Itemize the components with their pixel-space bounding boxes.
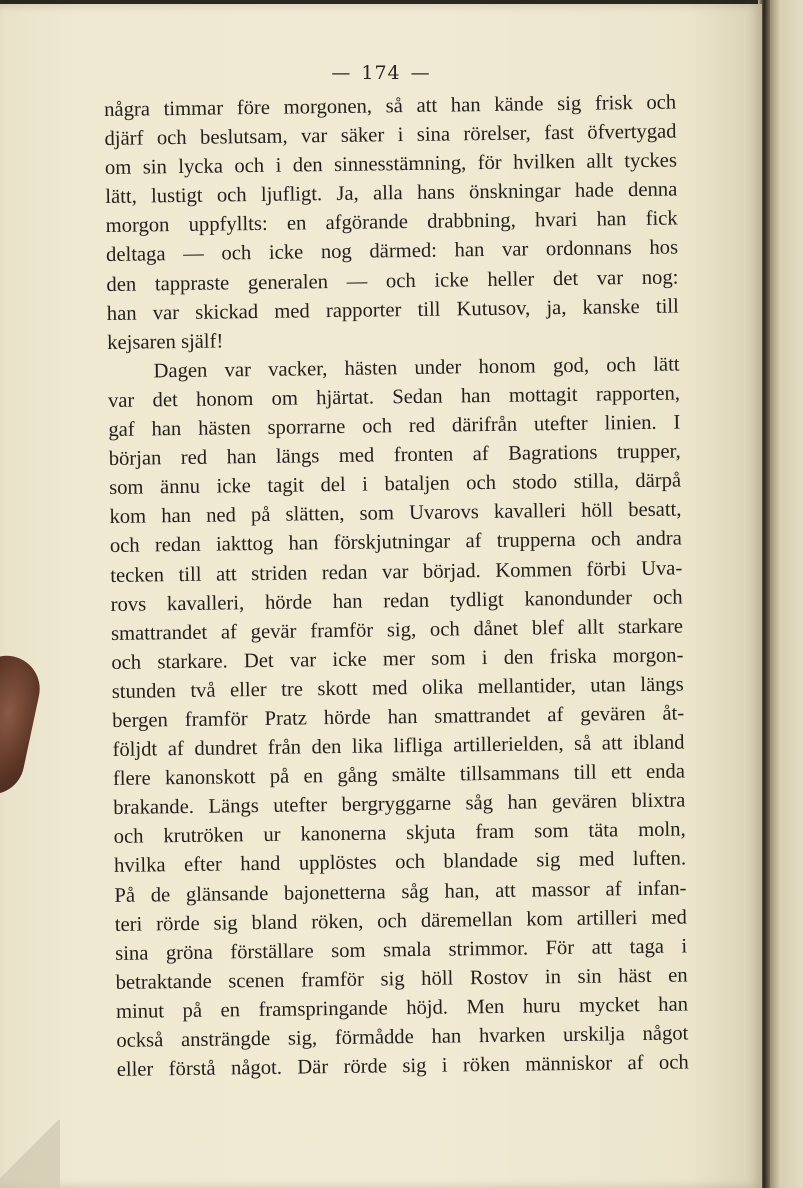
text-line: var det honom om hjärtat. Sedan han mottagit rapporten,	[107, 382, 681, 412]
text-line: Dagen var vacker, hästen under honom god, och lätt	[153, 353, 680, 383]
text-line: minut på en framspringande höjd. Men huru mycket han	[115, 993, 689, 1023]
text-line: eller förstå något. Där rörde sig i röken människor af och	[116, 1051, 689, 1082]
text-line: om sin lycka och i den sinnesstämning, för hvilken allt tyckes	[104, 149, 678, 180]
text-line: kejsaren själf!	[107, 330, 224, 354]
text-line: betraktande scenen framför sig höll Rostov in sin häst en	[115, 964, 688, 994]
page-number-dash-right: —	[410, 62, 431, 84]
facing-page-edge	[768, 0, 803, 1188]
text-line: han var skickad med rapporter till Kutusov, ja, kanske till	[106, 295, 679, 325]
text-line: deltaga — och icke nog därmed: han var ordonnans hos	[105, 236, 679, 267]
text-line: början red han längs med fronten af Bagrations trupper,	[108, 440, 681, 471]
book-page	[0, 4, 762, 1188]
page-number-dash-left: —	[331, 62, 352, 84]
text-line: stunden två eller tre skott med olika mellantider, utan längs	[111, 673, 684, 703]
text-line: rovs kavalleri, hörde han redan tydligt kanondunder och	[110, 586, 683, 616]
text-line: smattrandet af gevär framför sig, och dånet blef allt starkare	[110, 615, 684, 645]
text-line: teri rörde sig bland röken, och däremellan kom artilleri med	[114, 906, 687, 936]
text-line: lätt, lustigt och ljufligt. Ja, alla hans önskningar hade denna	[105, 178, 678, 209]
page-body-text	[104, 89, 689, 1086]
text-line: den tappraste generalen — och icke heller det var nog:	[106, 266, 679, 296]
text-line: flere kanonskott på en gång smälte tillsammans till ett enda	[112, 760, 686, 791]
text-line: några timmar före morgonen, så att han kände sig frisk och	[104, 91, 677, 121]
text-line: följdt af dundret från den lika lifliga artillerielden, så att ibland	[112, 731, 685, 762]
text-line: och krutröken ur kanonerna skjuta fram som täta moln,	[113, 818, 686, 849]
text-line: och redan iakttog han förskjutningar af trupperna och andra	[109, 527, 682, 558]
page-number-header	[0, 62, 762, 84]
text-line: som ännu icke tagit del i bataljen och stodo stilla, därpå	[108, 469, 682, 500]
text-line: också ansträngde sig, förmådde han hvarken urskilja något	[116, 1022, 689, 1052]
text-line: brakande. Längs utefter bergryggarne såg han gevären blixtra	[113, 789, 686, 820]
text-line: gaf han hästen sporrarne och red därifrån utefter linien. I	[108, 411, 681, 442]
text-line: tecken till att striden redan var börjad. Kommen förbi Uva-	[110, 556, 683, 587]
page-number: 174	[361, 62, 401, 84]
page-corner-fold	[0, 1120, 60, 1188]
text-line: På de glänsande bajonetterna såg han, att massor af infan-	[114, 876, 687, 907]
text-line: sina gröna förställare som smala strimmor. För att taga i	[115, 935, 688, 965]
text-line: kom han ned på slätten, som Uvarovs kavalleri höll besatt,	[109, 498, 682, 529]
text-line: bergen framför Pratz hörde han smattrandet af gevären åt-	[112, 702, 685, 732]
text-line: hvilka efter hand upplöstes och blandade sig med luften.	[113, 847, 687, 878]
text-line: och starkare. Det var icke mer som i den friska morgon-	[111, 644, 684, 674]
text-line: djärf och beslutsam, var säker i sina rörelser, fast öfvertygad	[104, 120, 677, 151]
text-line: morgon uppfyllts: en afgörande drabbning, hvari han fick	[105, 207, 678, 238]
